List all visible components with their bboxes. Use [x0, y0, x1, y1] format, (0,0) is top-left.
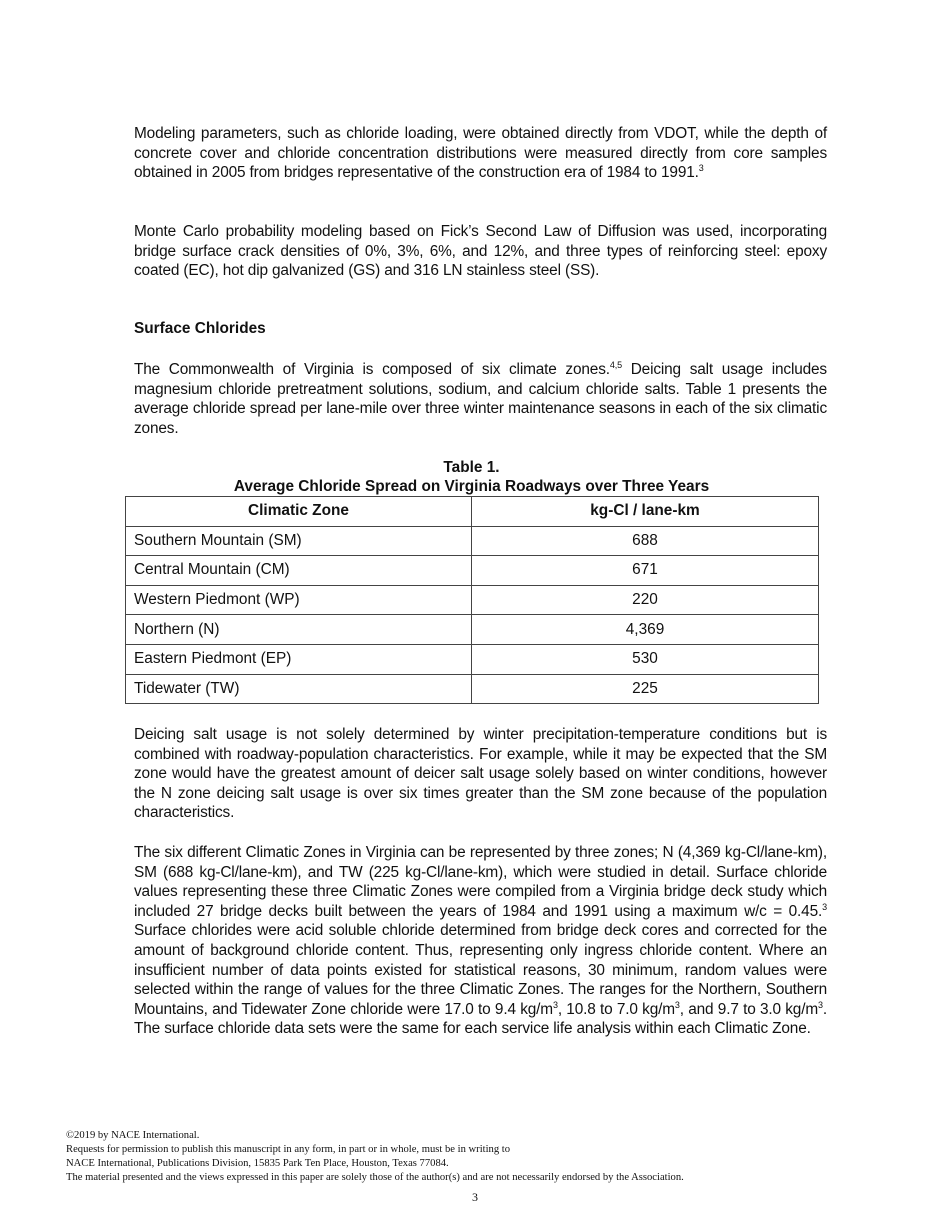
- paragraph-monte-carlo: [134, 222, 827, 281]
- table-row: [126, 615, 819, 645]
- column-header-kg-cl-lane-km: kg-Cl / lane-km: [472, 497, 819, 527]
- table-row: [126, 644, 819, 674]
- unit-superscript: 3: [674, 999, 680, 1010]
- paragraph-text: The Commonwealth of Virginia is composed of six climate zones.: [134, 361, 610, 378]
- paragraph-text: Modeling parameters, such as chloride loading, were obtained directly from VDOT, while the depth of concrete cover and chloride concentration distributions were measured directly from core samples obtained in 2005 from bridges representative of the construction era of 1984 to 1991.: [134, 125, 827, 182]
- section-heading: Surface Chlorides: [134, 320, 266, 337]
- paragraph-deicing-usage: [134, 725, 827, 823]
- table-row: [126, 674, 819, 704]
- value-cell: 671: [472, 556, 819, 586]
- value-cell: 530: [472, 644, 819, 674]
- table-row: [126, 585, 819, 615]
- zone-cell: Central Mountain (CM): [126, 556, 472, 586]
- copyright-footer: [66, 1129, 684, 1185]
- paragraph-climate-zones: [134, 360, 827, 438]
- reference-superscript: 3: [822, 901, 827, 912]
- unit-superscript: 3: [552, 999, 558, 1010]
- zone-cell: Eastern Piedmont (EP): [126, 644, 472, 674]
- paragraph-climatic-zones-detail: [134, 843, 827, 1039]
- chloride-spread-table: [125, 496, 819, 704]
- value-cell: 225: [472, 674, 819, 704]
- value-cell: 220: [472, 585, 819, 615]
- column-header-climatic-zone: Climatic Zone: [126, 497, 472, 527]
- paragraph-text: Monte Carlo probability modeling based on Fick’s Second Law of Diffusion was used, incorporating bridge surface crack densities of 0%, 3%, 6%, and 12%, and three types of reinforcing steel: epoxy coated (EC), hot dip galvanized (GS) and 316 LN stainless steel (SS).: [134, 223, 827, 280]
- table-label: Table 1.: [443, 459, 500, 476]
- table-header-row: [126, 497, 819, 527]
- paragraph-text: , 10.8 to 7.0 kg/m: [557, 1000, 675, 1018]
- footer-line: The material presented and the views expressed in this paper are solely those of the author(s) and are not necessarily endorsed by the Association.: [66, 1172, 684, 1183]
- table-title: Average Chloride Spread on Virginia Roadways over Three Years: [233, 478, 710, 495]
- reference-superscript: 3: [698, 163, 704, 174]
- footer-line: Requests for permission to publish this manuscript in any form, in part or in whole, must be in writing to: [66, 1144, 511, 1155]
- footer-line: ©2019 by NACE International.: [66, 1130, 200, 1141]
- paragraph-modeling-parameters: [134, 124, 827, 183]
- zone-cell: Northern (N): [126, 615, 472, 645]
- paragraph-text: Surface chlorides were acid soluble chloride determined from bridge deck cores and corrected for the amount of background chloride content. Thus, representing only ingress chloride content. Where an insufficient number of data points existed for statistical reasons, 30 minimum, random values were selected within the range of values for the three Climatic Zones. The ranges for the Northern, Southern Mountains, and Tidewater Zone chloride were 17.0 to 9.4 kg/m: [134, 922, 827, 1018]
- paragraph-text: . The surface chloride data sets were the same for each service life analysis within each Climatic Zone.: [134, 1000, 827, 1038]
- page-number: 3: [472, 1190, 478, 1204]
- value-cell: 4,369: [472, 615, 819, 645]
- table-row: [126, 556, 819, 586]
- unit-superscript: 3: [818, 999, 823, 1010]
- value-cell: 688: [472, 526, 819, 556]
- zone-cell: Southern Mountain (SM): [126, 526, 472, 556]
- table-row: [126, 526, 819, 556]
- paragraph-text: Deicing salt usage includes magnesium chloride pretreatment solutions, sodium, and calcium chloride salts. Table 1 presents the average chloride spread per lane-mile over three winter maintenance seasons in each of the six climatic zones.: [134, 361, 827, 437]
- zone-cell: Western Piedmont (WP): [126, 585, 472, 615]
- zone-cell: Tidewater (TW): [126, 674, 472, 704]
- reference-superscript: 4,5: [609, 360, 622, 370]
- paragraph-text: Deicing salt usage is not solely determined by winter precipitation-temperature conditions but is combined with roadway-population characteristics. For example, while it may be expected that the SM zone would have the greatest amount of deicer salt usage solely based on winter conditions, however the N zone deicing salt usage is over six times greater than the SM zone because of the population characteristics.: [134, 726, 827, 822]
- paragraph-text: , and 9.7 to 3.0 kg/m: [679, 1000, 818, 1018]
- footer-line: NACE International, Publications Division, 15835 Park Ten Place, Houston, Texas 77084.: [66, 1158, 449, 1169]
- paragraph-text: The six different Climatic Zones in Virginia can be represented by three zones; N (4,369 kg-Cl/lane-km), SM (688 kg-Cl/lane-km), and TW (225 kg-Cl/lane-km), which were studied in detail. Surface chloride values representing these three Climatic Zones were compiled from a Virginia bridge deck study which included 27 bridge decks built between the years of 1984 and 1991 using a maximum w/c = 0.45.: [134, 844, 827, 920]
